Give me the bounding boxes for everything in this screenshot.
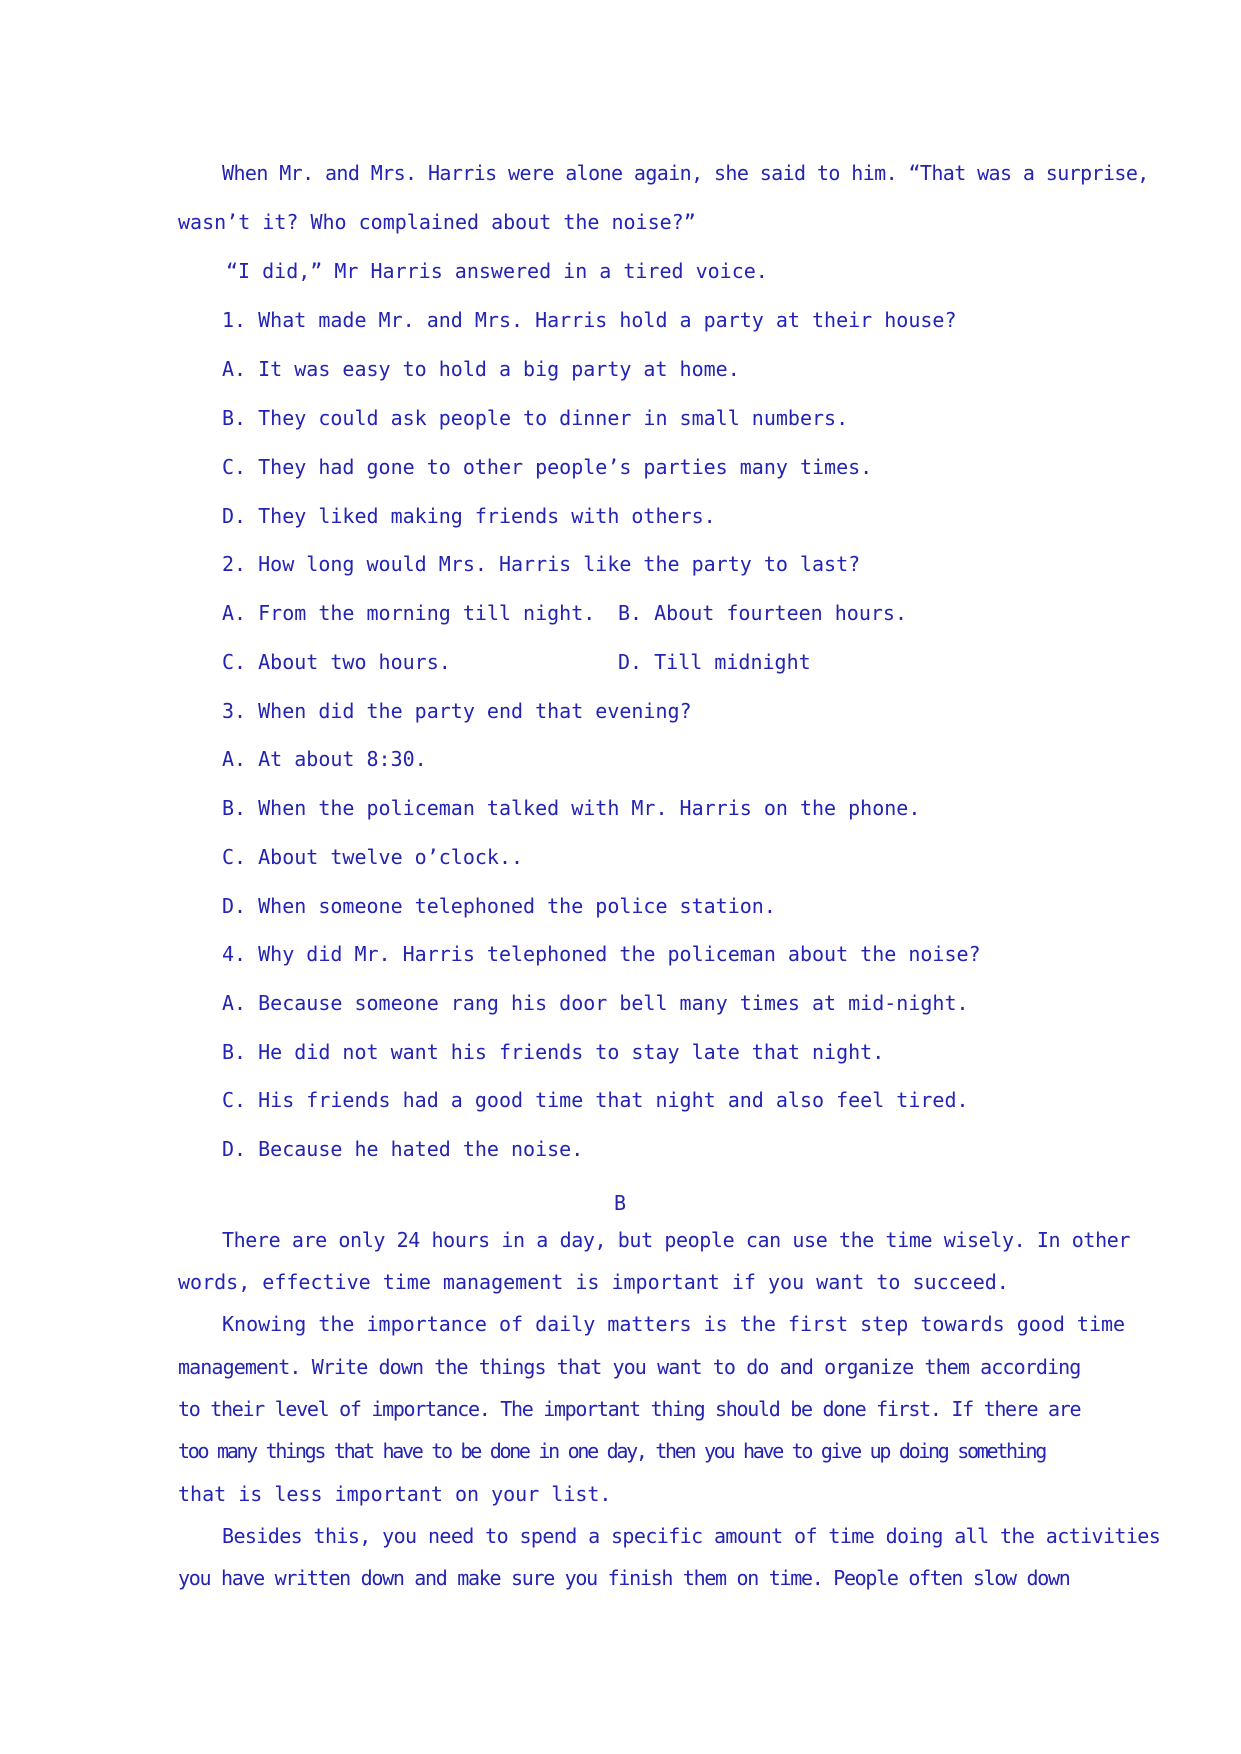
- question-2-stem: 2. How long would Mrs. Harris like the party to last?: [222, 552, 861, 576]
- question-2-option-c: C. About two hours.: [222, 650, 451, 674]
- question-4-option-d: D. Because he hated the noise.: [222, 1137, 584, 1161]
- question-2-option-b: B. About fourteen hours.: [618, 601, 907, 625]
- question-1-option-d: D. They liked making friends with others.: [222, 504, 716, 528]
- section-b-heading: B: [614, 1191, 627, 1215]
- question-3-option-d: D. When someone telephoned the police station.: [222, 894, 776, 918]
- question-1-option-b: B. They could ask people to dinner in small numbers.: [222, 406, 849, 430]
- question-1-option-c: C. They had gone to other people’s parties many times.: [222, 455, 873, 479]
- question-3-option-a: A. At about 8:30.: [222, 747, 427, 771]
- question-4-option-a: A. Because someone rang his door bell many times at mid-night.: [222, 991, 969, 1015]
- question-1-option-a: A. It was easy to hold a big party at home.: [222, 357, 740, 381]
- question-3-option-c: C. About twelve o’clock..: [222, 845, 524, 869]
- question-4-option-c: C. His friends had a good time that night and also feel tired.: [222, 1088, 969, 1112]
- question-4-option-b: B. He did not want his friends to stay late that night.: [222, 1040, 885, 1064]
- section-b-p2-line5: that is less important on your list.: [178, 1482, 612, 1506]
- passage-a-p2: “I did,” Mr Harris answered in a tired voice.: [226, 259, 768, 283]
- question-3-stem: 3. When did the party end that evening?: [222, 699, 692, 723]
- question-4-stem: 4. Why did Mr. Harris telephoned the policeman about the noise?: [222, 942, 981, 966]
- question-1-stem: 1. What made Mr. and Mrs. Harris hold a party at their house?: [222, 308, 957, 332]
- section-b-p2-line3: to their level of importance. The important thing should be done first. If there are: [178, 1397, 1081, 1421]
- passage-a-p1-line2: wasn’t it? Who complained about the noise?”: [178, 210, 696, 234]
- section-b-p3-line2: you have written down and make sure you finish them on time. People often slow down: [178, 1566, 1070, 1590]
- question-3-option-b: B. When the policeman talked with Mr. Harris on the phone.: [222, 796, 921, 820]
- section-b-p1-line1: There are only 24 hours in a day, but people can use the time wisely. In other: [222, 1228, 1130, 1252]
- question-2-option-d: D. Till midnight: [618, 650, 811, 674]
- section-b-p3-line1: Besides this, you need to spend a specific amount of time doing all the activities: [222, 1524, 1161, 1548]
- section-b-p2-line2: management. Write down the things that you want to do and organize them according: [178, 1355, 1081, 1379]
- passage-a-p1-line1: When Mr. and Mrs. Harris were alone again, she said to him. “That was a surprise,: [222, 161, 1149, 185]
- section-b-p2-line4: too many things that have to be done in one day, then you have to give up doing something: [178, 1439, 1045, 1463]
- section-b-p2-line1: Knowing the importance of daily matters is the first step towards good time: [222, 1312, 1126, 1336]
- section-b-p1-line2: words, effective time management is important if you want to succeed.: [178, 1270, 1009, 1294]
- question-2-option-a: A. From the morning till night.: [222, 601, 596, 625]
